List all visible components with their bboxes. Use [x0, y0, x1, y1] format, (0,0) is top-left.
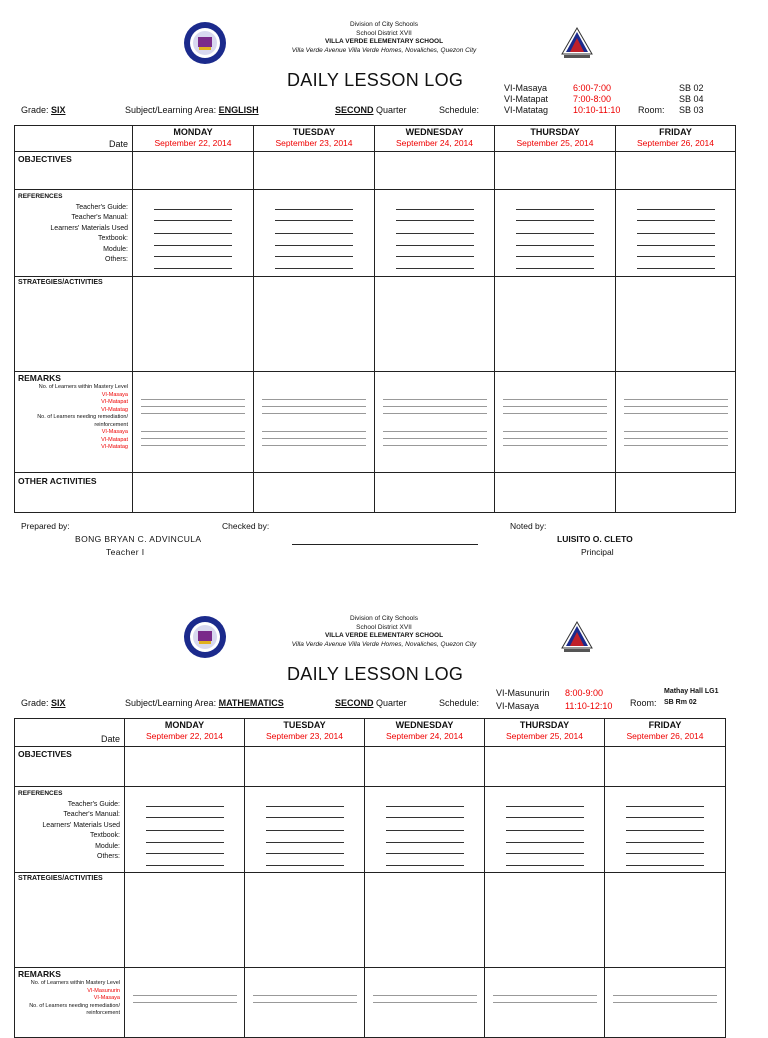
- module-label: Module:: [95, 842, 120, 850]
- section-label: VI-Matapat: [101, 436, 128, 443]
- school-address: Villa Verde Avenue Villa Verde Homes, Novaliches, Quezon City: [291, 46, 477, 54]
- schedule-room: SB 02: [679, 83, 704, 93]
- schedule-times: [565, 687, 612, 713]
- schedule-section: VI-Masunurin: [496, 688, 550, 698]
- grade-value: SIX: [51, 698, 66, 708]
- day-date: September 24, 2014: [395, 138, 474, 148]
- school-name: VILLA VERDE ELEMENTARY SCHOOL: [324, 632, 444, 639]
- day-name: FRIDAY: [648, 720, 682, 730]
- schedule-rooms: [664, 686, 718, 708]
- day-name: MONDAY: [173, 127, 213, 137]
- references-cell[interactable]: [485, 787, 605, 873]
- day-date: September 26, 2014: [626, 731, 704, 741]
- day-name: MONDAY: [164, 720, 205, 730]
- grade-field: [21, 698, 66, 708]
- school-header: [0, 615, 768, 649]
- schedule-room: SB Rm 02: [664, 699, 697, 706]
- day-date: September 22, 2014: [145, 731, 224, 741]
- strategies-cell[interactable]: [365, 873, 485, 968]
- schedule-sections: [496, 687, 550, 713]
- checked-by-label: Checked by:: [222, 521, 270, 531]
- objectives-label: OBJECTIVES: [18, 154, 72, 164]
- remarks-label-cell: [15, 968, 125, 1038]
- subject-label: Subject/Learning Area:: [125, 105, 217, 115]
- room-label: Room:: [630, 698, 657, 708]
- references-row: [15, 787, 726, 873]
- grade-label: Grade:: [21, 105, 49, 115]
- strategies-label: STRATEGIES/ACTIVITIES: [18, 875, 103, 882]
- section-label: VI-Matapat: [101, 399, 128, 405]
- lesson-log-table: [14, 718, 726, 1038]
- day-date: September 25, 2014: [516, 138, 594, 148]
- strategies-cell[interactable]: [605, 873, 726, 968]
- section-label: VI-Masaya: [93, 995, 120, 1001]
- doc-title: DAILY LESSON LOG: [287, 664, 464, 684]
- schedule-time: 11:10-12:10: [565, 701, 613, 711]
- day-name: THURSDAY: [519, 720, 570, 730]
- strategies-label-cell: [15, 873, 125, 968]
- mastery-label: No. of Learners within Mastery Level: [30, 980, 120, 986]
- noted-by-label: Noted by:: [510, 521, 547, 531]
- remarks-cell[interactable]: [605, 968, 726, 1038]
- quarter-value: SECOND: [335, 698, 374, 708]
- references-label: REFERENCES: [18, 790, 63, 797]
- module-label: Module:: [103, 245, 128, 253]
- day-name: WEDNESDAY: [395, 720, 454, 730]
- subject-label: Subject/Learning Area:: [125, 698, 217, 708]
- date-label-cell: [15, 719, 125, 747]
- schedule-time: 10:10-11:10: [573, 105, 621, 115]
- day-name: TUESDAY: [292, 127, 336, 137]
- day-header: [605, 719, 726, 747]
- objectives-row: [15, 747, 726, 787]
- references-cell[interactable]: [605, 787, 726, 873]
- strategies-row: [15, 873, 726, 968]
- remediation-label: No. of Learners needing remediation/ reinforcement: [29, 1002, 120, 1016]
- schedule-section: VI-Masaya: [504, 83, 548, 93]
- schedule-room: Mathay Hall LG1: [664, 688, 719, 695]
- deped-logo: [560, 620, 594, 654]
- noted-by-name: LUISITO O. CLETO: [557, 534, 633, 544]
- strategies-cell[interactable]: [245, 873, 365, 968]
- remarks-label: REMARKS: [18, 373, 61, 383]
- doc-title: DAILY LESSON LOG: [287, 70, 464, 90]
- district-text: School District XVII: [356, 29, 412, 37]
- room-label: Room:: [638, 105, 665, 115]
- others-label: Others:: [97, 853, 120, 860]
- day-name: FRIDAY: [659, 127, 692, 137]
- school-seal-logo: [183, 615, 227, 659]
- remarks-cell[interactable]: [245, 968, 365, 1038]
- grade-value: SIX: [51, 105, 66, 115]
- schedule-section: VI-Matatag: [504, 105, 549, 115]
- schedule-time: 8:00-9:00: [565, 688, 604, 698]
- textbook-label: Textbook:: [98, 235, 128, 242]
- quarter-label: Quarter: [376, 105, 407, 115]
- others-label: Others:: [105, 256, 128, 263]
- objectives-label-cell: [15, 747, 125, 787]
- references-cell[interactable]: [125, 787, 245, 873]
- objectives-label: OBJECTIVES: [18, 749, 72, 759]
- remarks-label: REMARKS: [18, 969, 61, 979]
- teachers-guide-label: Teacher's Guide:: [67, 800, 120, 808]
- strategies-cell[interactable]: [485, 873, 605, 968]
- prepared-by-label: Prepared by:: [21, 521, 70, 531]
- schedule-time: 7:00-8:00: [573, 94, 612, 104]
- objectives-cell[interactable]: [485, 747, 605, 787]
- strategies-cell[interactable]: [125, 873, 245, 968]
- section-label: VI-Masunurin: [87, 987, 120, 994]
- day-name: WEDNESDAY: [405, 127, 464, 137]
- day-header: [245, 719, 365, 747]
- section-label: VI-Matatag: [101, 406, 128, 413]
- school-address: Villa Verde Avenue Villa Verde Homes, Novaliches, Quezon City: [291, 640, 477, 648]
- day-date: September 23, 2014: [275, 138, 353, 148]
- prepared-by-name: BONG BRYAN C. ADVINCULA: [75, 534, 202, 544]
- schedule-room: SB 04: [679, 94, 704, 104]
- prepared-by-title: Teacher I: [106, 547, 145, 557]
- quarter-value: SECOND: [335, 105, 374, 115]
- day-date: September 22, 2014: [154, 138, 232, 148]
- division-text: Division of City Schools: [350, 615, 418, 622]
- section-label: VI-Masaya: [101, 391, 128, 398]
- references-label: REFERENCES: [18, 193, 63, 200]
- schedule-label: Schedule:: [439, 105, 480, 115]
- learners-materials-label: Learners' Materials Used: [50, 224, 128, 232]
- schedule-section: VI-Matapat: [504, 94, 549, 104]
- subject-value: MATHEMATICS: [218, 698, 284, 708]
- schedule-time: 6:00-7:00: [573, 83, 612, 93]
- references-cell[interactable]: [245, 787, 365, 873]
- day-date: September 23, 2014: [265, 731, 344, 741]
- objectives-cell[interactable]: [365, 747, 485, 787]
- day-header-row: [15, 719, 726, 747]
- day-header: [365, 719, 485, 747]
- day-date: September 24, 2014: [385, 731, 464, 741]
- day-date: September 25, 2014: [505, 731, 584, 741]
- subject-field: [125, 698, 284, 708]
- objectives-cell[interactable]: [125, 747, 245, 787]
- objectives-cell[interactable]: [605, 747, 726, 787]
- teachers-manual-label: Teacher's Manual:: [63, 811, 120, 818]
- date-label: Date: [108, 139, 128, 149]
- mastery-label: No. of Learners within Mastery Level: [38, 384, 128, 390]
- references-label-cell: [15, 787, 125, 873]
- quarter-label: Quarter: [376, 698, 407, 708]
- strategies-label: STRATEGIES/ACTIVITIES: [18, 279, 103, 286]
- objectives-cell[interactable]: [245, 747, 365, 787]
- day-name: TUESDAY: [283, 720, 326, 730]
- day-header: [125, 719, 245, 747]
- date-label: Date: [100, 734, 120, 744]
- learners-materials-label: Learners' Materials Used: [42, 821, 120, 829]
- teachers-manual-label: Teacher's Manual:: [71, 214, 128, 221]
- division-text: Division of City Schools: [350, 21, 418, 28]
- schedule-label: Schedule:: [439, 698, 480, 708]
- grade-label: Grade:: [21, 698, 49, 708]
- day-date: September 26, 2014: [636, 138, 715, 148]
- noted-by-title: Principal: [581, 547, 614, 557]
- quarter-field: [335, 698, 407, 708]
- subject-value: ENGLISH: [218, 105, 259, 115]
- section-label: VI-Masaya: [101, 429, 128, 435]
- schedule-room: SB 03: [679, 105, 704, 115]
- remarks-row: [15, 968, 726, 1038]
- schedule-section: VI-Masaya: [496, 701, 540, 711]
- day-name: THURSDAY: [530, 127, 580, 137]
- references-cell[interactable]: [365, 787, 485, 873]
- district-text: School District XVII: [356, 623, 412, 631]
- remediation-label: No. of Learners needing remediation/ reinforcement: [37, 414, 128, 428]
- other-activities-label: OTHER ACTIVITIES: [18, 476, 97, 486]
- textbook-label: Textbook:: [90, 832, 120, 839]
- school-name: VILLA VERDE ELEMENTARY SCHOOL: [324, 38, 444, 45]
- remarks-cell[interactable]: [365, 968, 485, 1038]
- day-header: [485, 719, 605, 747]
- remarks-cell[interactable]: [485, 968, 605, 1038]
- teachers-guide-label: Teacher's Guide:: [75, 203, 128, 211]
- remarks-cell[interactable]: [125, 968, 245, 1038]
- section-label: VI-Matatag: [101, 444, 128, 450]
